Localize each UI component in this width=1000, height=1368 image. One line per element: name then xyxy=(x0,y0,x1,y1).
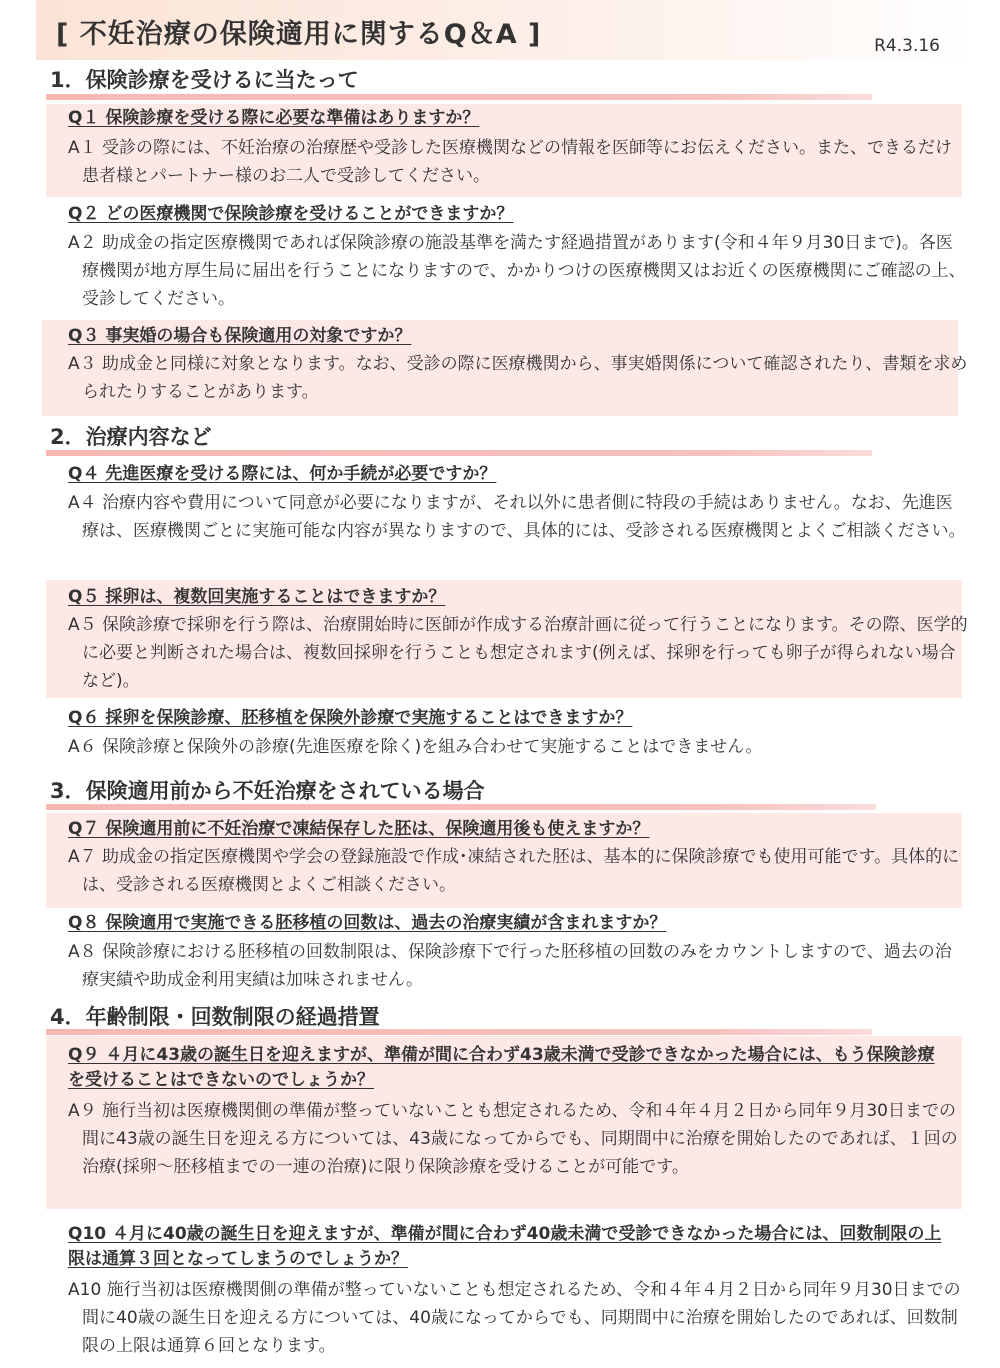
question-text: Q８ 保険適用で実施できる胚移植の回数は、過去の治療実績が含まれますか？ xyxy=(68,913,667,933)
answer-text: A８ 保険診療における胚移植の回数制限は、保険診療下で行った胚移植の回数のみをカウントしますので、過去の治療実績や助成金利用実績は加味されません。 xyxy=(68,942,952,990)
answer-text: A４ 治療内容や費用について同意が必要になりますが、それ以外に患者側に特段の手続はありません。なお、先進医療は、医療機関ごとに実施可能な内容が異なりますので、具体的には、受診される医療機関とよくご相談ください。 xyxy=(68,493,966,541)
section-divider xyxy=(46,94,872,100)
question-text: Q１ 保険診療を受ける際に必要な準備はありますか？ xyxy=(68,108,480,128)
question-text: Q10 ４月に40歳の誕生日を迎えますが、準備が間に合わず40歳未満で受診できなかった場合には、回数制限の上限は通算３回となってしまうのでしょうか？ xyxy=(68,1224,942,1269)
question-text: Q９ ４月に43歳の誕生日を迎えますが、準備が間に合わず43歳未満で受診できなかった場合には、もう保険診療を受けることはできないのでしょうか？ xyxy=(68,1045,935,1090)
qa-item-5 xyxy=(46,580,968,698)
answer-text: A５ 保険診療で採卵を行う際は、治療開始時に医師が作成する治療計画に従って行うことになります。その際、医学的に必要と判断された場合は、複数回採卵を行うことも想定されます(例えば、採卵を行っても卵子が得られない場合など)。 xyxy=(68,615,968,691)
section-divider xyxy=(46,804,876,810)
qa-item-4 xyxy=(46,461,966,573)
question-text: Q７ 保険適用前に不妊治療で凍結保存した胚は、保険適用後も使えますか？ xyxy=(68,819,650,839)
qa-item-3 xyxy=(42,320,968,416)
section-heading-1: 1．保険診療を受けるに当たって xyxy=(50,68,359,92)
question-text: Q４ 先進医療を受ける際には、何か手続が必要ですか？ xyxy=(68,464,497,484)
answer-text: A７ 助成金の指定医療機関や学会の登録施設で作成･凍結された胚は、基本的に保険診療でも使用可能です。具体的には、受診される医療機関とよくご相談ください。 xyxy=(68,847,960,895)
section-heading-2: 2．治療内容など xyxy=(50,425,212,449)
question-text: Q３ 事実婚の場合も保険適用の対象ですか？ xyxy=(68,326,412,346)
answer-text: A６ 保険診療と保険外の診療(先進医療を除く)を組み合わせて実施することはできません。 xyxy=(68,737,763,757)
section-heading-4: 4．年齢制限・回数制限の経過措置 xyxy=(50,1005,380,1029)
question-text: Q５ 採卵は、複数回実施することはできますか？ xyxy=(68,587,446,607)
qa-item-7 xyxy=(46,813,962,908)
document-date: R4.3.16 xyxy=(874,36,940,56)
qa-item-1 xyxy=(46,104,962,197)
section-divider xyxy=(46,1029,872,1035)
section-divider xyxy=(46,450,872,456)
qa-item-10 xyxy=(46,1215,962,1365)
answer-text: A３ 助成金と同様に対象となります。なお、受診の際に医療機関から、事実婚関係について確認されたり、書類を求められたりすることがあります。 xyxy=(68,354,968,402)
page-title: [ 不妊治療の保険適用に関するQ＆A ] xyxy=(56,19,542,50)
question-text: Q２ どの医療機関で保険診療を受けることができますか？ xyxy=(68,204,514,224)
title-banner xyxy=(36,0,976,60)
qa-item-6 xyxy=(46,705,962,767)
answer-text: A10 施行当初は医療機関側の準備が整っていないことも想定されるため、令和４年４月２日から同年９月30日までの間に40歳の誕生日を迎える方については、40歳になってからでも、同期間中に治療を開始したのであれば、回数制限の上限は通算６回となります。 xyxy=(68,1280,961,1356)
qa-item-2 xyxy=(46,201,966,313)
answer-text: A１ 受診の際には、不妊治療の治療歴や受診した医療機関などの情報を医師等にお伝えください。また、できるだけ患者様とパートナー様のお二人で受診してください。 xyxy=(68,138,953,186)
qa-item-9 xyxy=(46,1036,962,1209)
answer-text: A２ 助成金の指定医療機関であれば保険診療の施設基準を満たす経過措置があります(令和４年９月30日まで)。各医療機関が地方厚生局に届出を行うことになりますので、かかりつけの医療機関又はお近くの医療機関にご確認の上、受診してください。 xyxy=(68,233,966,309)
answer-text: A９ 施行当初は医療機関側の準備が整っていないことも想定されるため、令和４年４月２日から同年９月30日までの間に43歳の誕生日を迎える方については、43歳になってからでも、同期間中に治療を開始したのであれば、１回の治療(採卵～胚移植までの一連の治療)に限り保険診療を受けることが可能です。 xyxy=(68,1101,958,1177)
qa-item-8 xyxy=(46,910,962,998)
question-text: Q６ 採卵を保険診療、胚移植を保険外診療で実施することはできますか？ xyxy=(68,708,633,728)
section-heading-3: 3．保険適用前から不妊治療をされている場合 xyxy=(50,779,485,803)
